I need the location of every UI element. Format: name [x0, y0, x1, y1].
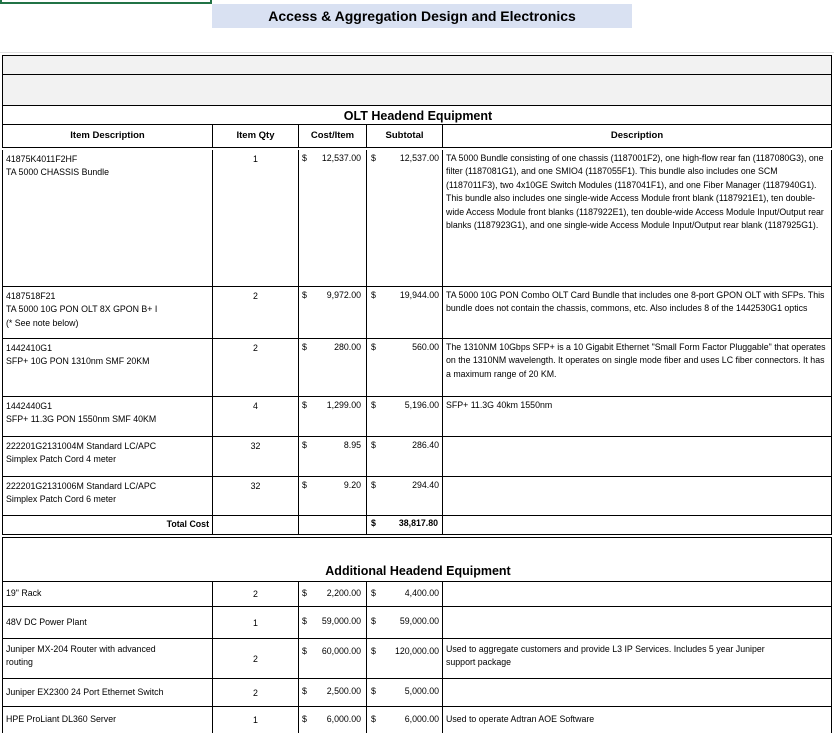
add-cost-value: 2,200.00 — [326, 588, 361, 598]
add-row-cost-cell[interactable] — [298, 581, 366, 606]
item-name: SFP+ 10G PON 1310nm SMF 20KM — [6, 356, 150, 367]
add-item-description: Used to operate Adtran AOE Software — [446, 714, 595, 725]
olt-row-cost-cell[interactable] — [298, 287, 366, 339]
add-subtotal-value: 4,400.00 — [404, 588, 439, 598]
subtotal-currency: $ — [371, 400, 376, 410]
item-qty: 1 — [253, 154, 258, 164]
item-name: TA 5000 10G PON OLT 8X GPON B+ I — [6, 304, 158, 315]
add-cost-value: 59,000.00 — [321, 616, 361, 626]
add-row-cost-cell[interactable] — [298, 606, 366, 638]
item-code: 222201G2131006M Standard LC/APC — [6, 481, 157, 491]
cost-currency: $ — [302, 440, 307, 450]
item-description: The 1310NM 10Gbps SFP+ is a 10 Gigabit Ethernet "Small Form Factor Pluggable" that operates on the 1310NM wavelength. It operates on single mode fiber and uses LC fiber connectors. It has a maximum range of 20 KM. — [446, 342, 826, 379]
add-row-description-cell[interactable] — [442, 678, 832, 706]
add-subtotal-currency: $ — [371, 616, 376, 626]
olt-row-qty-cell[interactable] — [212, 150, 298, 287]
add-row-subtotal-cell[interactable] — [366, 606, 442, 638]
additional-section-title: Additional Headend Equipment — [325, 564, 511, 578]
header-subtotal: Subtotal — [366, 124, 442, 148]
item-code: 4187518F21 — [6, 291, 56, 301]
item-code: 41875K4011F2HF — [6, 154, 78, 164]
subtotal-value: 294.40 — [412, 480, 439, 490]
cost-value: 9,972.00 — [326, 290, 361, 300]
add-row-cost-cell[interactable] — [298, 706, 366, 733]
add-cost-currency: $ — [302, 714, 307, 724]
subtotal-value: 12,537.00 — [399, 153, 439, 163]
total-currency: $ — [371, 518, 376, 528]
add-row-qty-cell[interactable] — [212, 678, 298, 706]
item-qty: 32 — [250, 441, 261, 451]
add-row-qty-cell[interactable] — [212, 638, 298, 678]
item-name: Simplex Patch Cord 4 meter — [6, 454, 117, 465]
item-qty: 32 — [250, 481, 261, 491]
add-row-description-cell[interactable] — [442, 606, 832, 638]
add-row-cost-cell[interactable] — [298, 678, 366, 706]
total-value: 38,817.80 — [398, 518, 438, 528]
item-description: TA 5000 10G PON Combo OLT Card Bundle that includes one 8-port GPON OLT with SFPs. This bundle does not contain the chassis, commons, etc. Also includes 8 of the 1442530G1 optics — [446, 290, 825, 314]
add-item-description-line2: support package — [446, 657, 512, 668]
header-cost-item: Cost/Item — [298, 124, 366, 148]
olt-row-qty-cell[interactable] — [212, 287, 298, 339]
add-subtotal-value: 6,000.00 — [404, 714, 439, 724]
section-title-olt — [2, 106, 832, 124]
item-description: SFP+ 11.3G 40km 1550nm — [446, 400, 553, 410]
add-cost-currency: $ — [302, 686, 307, 696]
header-item-qty: Item Qty — [212, 124, 298, 148]
item-name: TA 5000 CHASSIS Bundle — [6, 167, 110, 178]
olt-row-item-cell[interactable] — [2, 397, 212, 437]
add-item-name: Juniper EX2300 24 Port Ethernet Switch — [6, 686, 164, 697]
olt-row-description-cell[interactable] — [442, 339, 832, 397]
olt-row-cost-cell[interactable] — [298, 477, 366, 516]
gap-row — [2, 537, 832, 561]
add-item-description: Used to aggregate customers and provide L3 IP Services. Includes 5 year Juniper — [446, 644, 765, 654]
olt-row-item-cell[interactable] — [2, 287, 212, 339]
subtotal-currency: $ — [371, 342, 376, 352]
add-subtotal-currency: $ — [371, 686, 376, 696]
header-description: Description — [442, 124, 832, 148]
add-subtotal-currency: $ — [371, 714, 376, 724]
olt-row-item-cell[interactable] — [2, 150, 212, 287]
add-row-subtotal-cell[interactable] — [366, 581, 442, 606]
blank-grey-row — [2, 75, 832, 106]
add-item-qty: 2 — [253, 653, 258, 664]
cost-currency: $ — [302, 400, 307, 410]
cost-currency: $ — [302, 153, 307, 163]
item-code: 222201G2131004M Standard LC/APC — [6, 441, 157, 451]
blank-grey-row — [2, 55, 832, 75]
add-subtotal-currency: $ — [371, 646, 376, 656]
total-cost-cell — [298, 516, 366, 535]
subtotal-currency: $ — [371, 480, 376, 490]
add-item-name: 48V DC Power Plant — [6, 616, 87, 627]
add-cost-currency: $ — [302, 616, 307, 626]
subtotal-value: 560.00 — [412, 342, 439, 352]
add-row-subtotal-cell[interactable] — [366, 678, 442, 706]
add-item-qty: 2 — [253, 589, 258, 599]
item-name: SFP+ 11.3G PON 1550nm SMF 40KM — [6, 414, 157, 425]
olt-row-description-cell[interactable] — [442, 397, 832, 437]
add-item-qty: 2 — [253, 687, 258, 698]
olt-row-subtotal-cell[interactable] — [366, 477, 442, 516]
olt-row-cost-cell[interactable] — [298, 150, 366, 287]
olt-row-cost-cell[interactable] — [298, 397, 366, 437]
olt-row-description-cell[interactable] — [442, 477, 832, 516]
empty-rows — [0, 28, 834, 53]
cost-currency: $ — [302, 480, 307, 490]
olt-row-qty-cell[interactable] — [212, 437, 298, 477]
subtotal-value: 286.40 — [412, 440, 439, 450]
add-row-description-cell[interactable] — [442, 581, 832, 606]
olt-row-item-cell[interactable] — [2, 437, 212, 477]
header-item-description: Item Description — [2, 124, 212, 148]
olt-row-qty-cell[interactable] — [212, 339, 298, 397]
item-code: 1442410G1 — [6, 343, 52, 353]
add-item-name: 19" Rack — [6, 588, 42, 599]
item-note: (* See note below) — [6, 317, 79, 328]
total-label: Total Cost — [166, 519, 209, 529]
cost-value: 280.00 — [334, 342, 361, 352]
cost-currency: $ — [302, 342, 307, 352]
cost-currency: $ — [302, 290, 307, 300]
olt-row-description-cell[interactable] — [442, 287, 832, 339]
olt-row-cost-cell[interactable] — [298, 339, 366, 397]
cost-value: 8.95 — [343, 440, 361, 450]
add-item-qty: 1 — [253, 617, 258, 628]
olt-row-cost-cell[interactable] — [298, 437, 366, 477]
subtotal-currency: $ — [371, 290, 376, 300]
add-item-name: Juniper MX-204 Router with advanced — [6, 644, 156, 654]
add-cost-currency: $ — [302, 588, 307, 598]
olt-row-description-cell[interactable] — [442, 437, 832, 477]
total-desc-cell — [442, 516, 832, 535]
item-qty: 2 — [253, 343, 258, 353]
add-subtotal-currency: $ — [371, 588, 376, 598]
total-qty-cell — [212, 516, 298, 535]
add-row-subtotal-cell[interactable] — [366, 638, 442, 678]
add-row-qty-cell[interactable] — [212, 606, 298, 638]
add-row-description-cell[interactable] — [442, 638, 832, 678]
add-row-description-cell[interactable] — [442, 706, 832, 733]
add-item-name: HPE ProLiant DL360 Server — [6, 714, 117, 725]
olt-row-subtotal-cell[interactable] — [366, 437, 442, 477]
olt-row-item-cell[interactable] — [2, 339, 212, 397]
olt-row-description-cell[interactable] — [442, 150, 832, 287]
add-item-qty: 1 — [253, 715, 258, 725]
selected-cell-fragment[interactable] — [0, 0, 212, 4]
add-subtotal-value: 5,000.00 — [404, 686, 439, 696]
add-row-qty-cell[interactable] — [212, 581, 298, 606]
item-description: TA 5000 Bundle consisting of one chassis (1187001F2), one high-flow rear fan (1187080G3), one filter (1187081G1), and one SMIO4 (1187055F1). This bundle also includes one SCM (1187011F3), two 4x10GE Switch Modules (1187041F1), and one Fiber Manager (1187940G1). This bundle also includes one single-wide Access Module front blank (1187921E1), ten double-wide Access Module front blanks (1187922E1), ten double-wide Access Module Input/Output rear blanks (1187923G1), and one single-wide Access Module Input/Output rear blank (1187925G1). — [446, 153, 824, 231]
add-item-name-line2: routing — [6, 657, 33, 668]
olt-row-subtotal-cell[interactable] — [366, 287, 442, 339]
olt-row-subtotal-cell[interactable] — [366, 397, 442, 437]
item-name: Simplex Patch Cord 6 meter — [6, 494, 117, 505]
add-row-qty-cell[interactable] — [212, 706, 298, 733]
olt-row-qty-cell[interactable] — [212, 397, 298, 437]
olt-section-title: OLT Headend Equipment — [343, 109, 493, 123]
olt-row-subtotal-cell[interactable] — [366, 339, 442, 397]
add-row-cost-cell[interactable] — [298, 638, 366, 678]
section-title-additional — [2, 561, 832, 581]
olt-row-item-cell[interactable] — [2, 477, 212, 516]
item-code: 1442440G1 — [6, 401, 52, 411]
add-subtotal-value: 120,000.00 — [394, 646, 439, 656]
subtotal-currency: $ — [371, 153, 376, 163]
add-cost-value: 60,000.00 — [321, 646, 361, 656]
subtotal-value: 5,196.00 — [404, 400, 439, 410]
item-qty: 2 — [253, 291, 258, 301]
subtotal-value: 19,944.00 — [399, 290, 439, 300]
item-qty: 4 — [253, 401, 258, 411]
subtotal-currency: $ — [371, 440, 376, 450]
total-label-cell — [2, 516, 212, 535]
total-value-cell[interactable] — [366, 516, 442, 535]
add-subtotal-value: 59,000.00 — [399, 616, 439, 626]
add-cost-value: 6,000.00 — [326, 714, 361, 724]
sheet-title: Access & Aggregation Design and Electronics — [268, 8, 576, 24]
olt-row-subtotal-cell[interactable] — [366, 150, 442, 287]
cost-value: 9.20 — [343, 480, 361, 490]
add-cost-currency: $ — [302, 646, 307, 656]
add-cost-value: 2,500.00 — [326, 686, 361, 696]
cost-value: 1,299.00 — [326, 400, 361, 410]
add-row-subtotal-cell[interactable] — [366, 706, 442, 733]
cost-value: 12,537.00 — [321, 153, 361, 163]
olt-row-qty-cell[interactable] — [212, 477, 298, 516]
